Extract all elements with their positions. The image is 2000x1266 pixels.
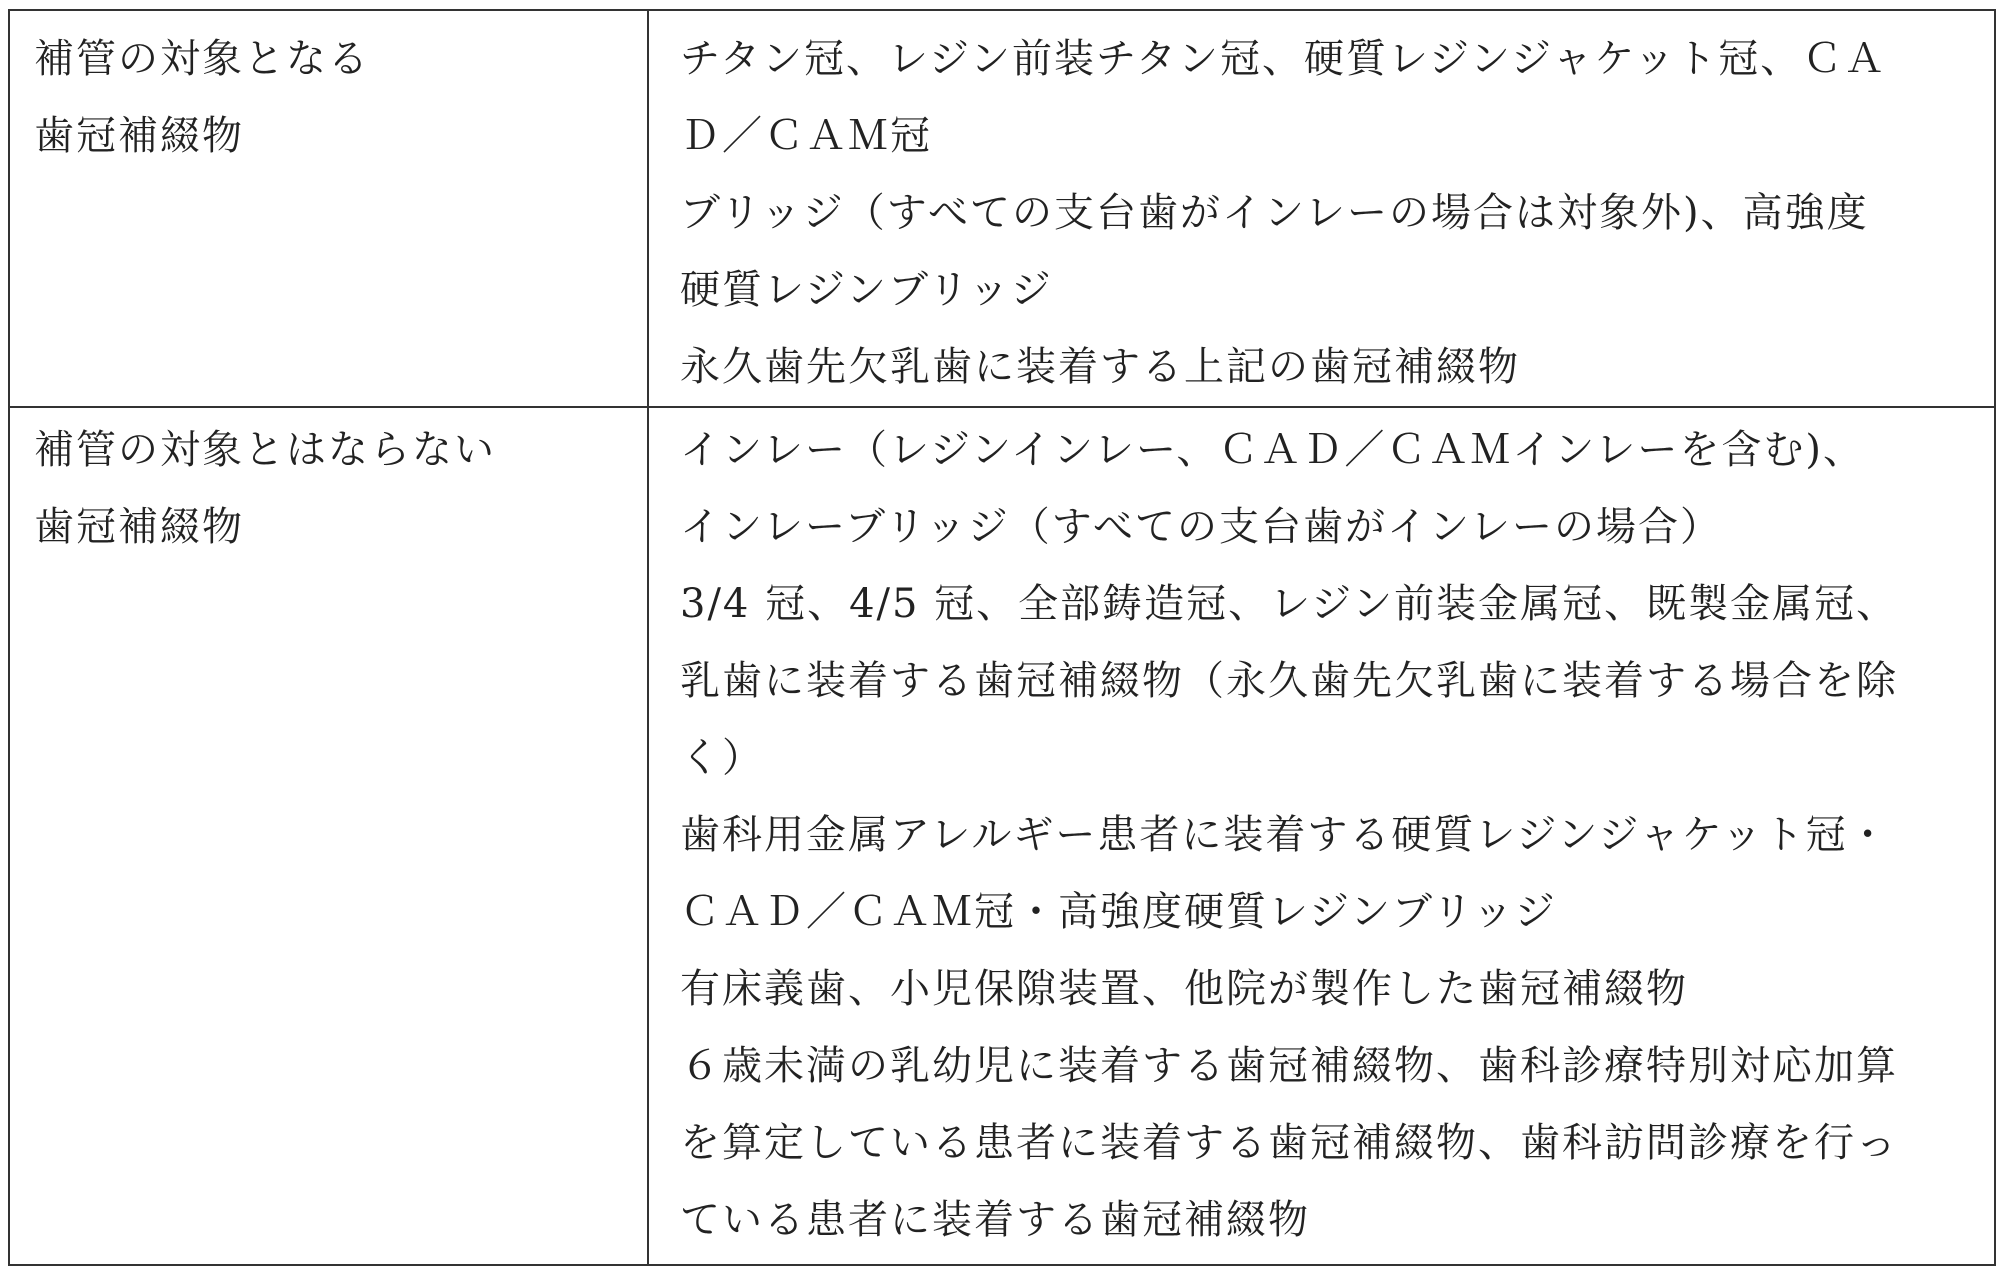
content-line: 歯科用金属アレルギー患者に装着する硬質レジンジャケット冠・: [680, 812, 1890, 858]
row-label-line: 補管の対象とはならない: [34, 427, 496, 473]
content-line: く）: [680, 735, 764, 781]
content-line: ブリッジ（すべての支台歯がインレーの場合は対象外)、高強度: [680, 190, 1869, 236]
content-line: ＣＡＤ／ＣＡＭ冠・高強度硬質レジンブリッジ: [680, 889, 1557, 935]
crown-prosthesis-table: [8, 9, 1996, 1266]
content-line: 3/4 冠、4/5 冠、全部鋳造冠、レジン前装金属冠、既製金属冠、: [680, 581, 1899, 627]
row-label-line: 歯冠補綴物: [34, 113, 244, 159]
row-content-cell: [648, 407, 1995, 1265]
content-line: ている患者に装着する歯冠補綴物: [680, 1197, 1310, 1243]
content-line: を算定している患者に装着する歯冠補綴物、歯科訪問診療を行っ: [680, 1120, 1898, 1166]
content-line: 硬質レジンブリッジ: [680, 267, 1053, 313]
row-content-cell: [648, 10, 1995, 407]
content-line: ６歳未満の乳幼児に装着する歯冠補綴物、歯科診療特別対応加算: [680, 1043, 1898, 1089]
content-line: チタン冠、レジン前装チタン冠、硬質レジンジャケット冠、ＣＡ: [680, 36, 1887, 82]
content-line: 乳歯に装着する歯冠補綴物（永久歯先欠乳歯に装着する場合を除: [680, 658, 1898, 704]
content-line: インレー（レジンインレー、ＣＡＤ／ＣＡＭインレーを含む)、: [680, 427, 1866, 473]
row-label-line: 歯冠補綴物: [34, 504, 244, 550]
content-line: 有床義歯、小児保隙装置、他院が製作した歯冠補綴物: [680, 966, 1688, 1012]
row-label-cell: [9, 10, 648, 407]
row-label-line: 補管の対象となる: [34, 36, 370, 82]
content-line: 永久歯先欠乳歯に装着する上記の歯冠補綴物: [680, 344, 1520, 390]
content-line: インレーブリッジ（すべての支台歯がインレーの場合）: [680, 504, 1722, 550]
row-label-cell: [9, 407, 648, 1265]
table-row-not-covered: [9, 407, 1995, 1265]
content-line: Ｄ／ＣＡＭ冠: [680, 113, 932, 159]
table-row-covered: [9, 10, 1995, 407]
